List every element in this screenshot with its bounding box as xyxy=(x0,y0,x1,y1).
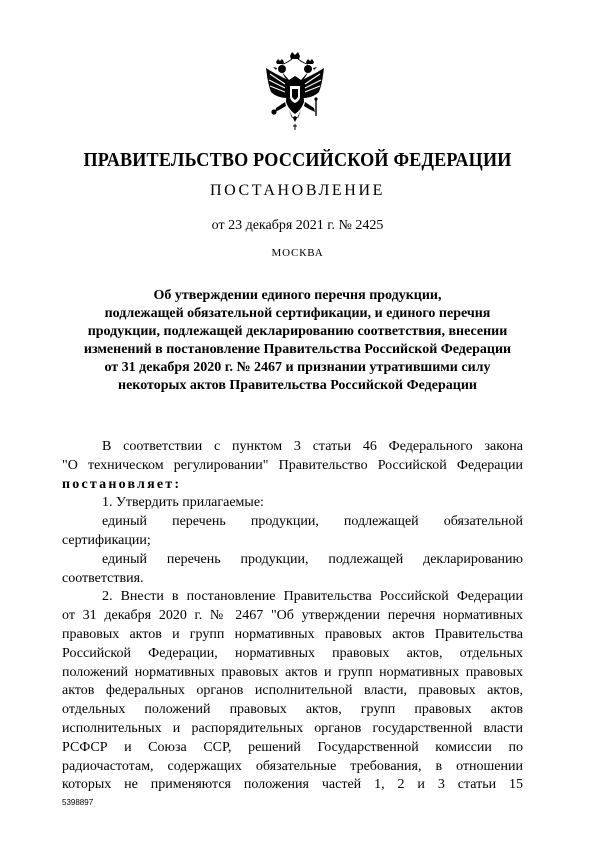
body-line: радиочастотам, содержащих обязательные требования, в отношении xyxy=(62,758,523,774)
body-line: "О техническом регулировании" Правительство Российской Федерации xyxy=(62,457,523,473)
body-line: Российской Федерации, нормативных правовых актов, отдельных xyxy=(62,645,523,661)
body-line: соответствия. xyxy=(62,570,144,586)
body-line: РСФСР и Союза ССР, решений Государственной комиссии по xyxy=(62,739,523,755)
body-line: единый перечень продукции, подлежащей обязательной xyxy=(102,514,523,530)
body-line: актов федеральных органов исполнительной власти, правовых актов, xyxy=(62,683,523,699)
body-line: отдельных положений правовых актов, групп правовых актов xyxy=(62,702,523,718)
body-line: сертификации; xyxy=(62,532,151,548)
document-type: ПОСТАНОВЛЕНИЕ xyxy=(210,182,385,199)
title-line: Об утверждении единого перечня продукции, xyxy=(153,288,442,303)
body-line: исполнительных и распорядительных органов государственной власти xyxy=(62,720,523,736)
title-line: некоторых актов Правительства Российской Федерации xyxy=(118,378,477,393)
body-line: положений нормативных правовых актов и групп нормативных правовых xyxy=(62,664,523,680)
city-name: МОСКВА xyxy=(271,247,324,259)
body-line: В соответствии с пунктом 3 статьи 46 Федерального закона xyxy=(102,439,523,454)
body-line: 1. Утвердить прилагаемые: xyxy=(102,495,264,511)
title-line: изменений в постановление Правительства Российской Федерации xyxy=(83,342,512,357)
body-line: правовых актов и групп нормативных правовых актов Правительства xyxy=(62,626,523,642)
body-line-resolves: постановляет: xyxy=(62,476,182,492)
body-line: единый перечень продукции, подлежащей декларированию xyxy=(102,551,523,567)
body-line: которых не применяются положения частей 1, 2 и 3 статьи 15 xyxy=(62,777,523,793)
russian-coat-of-arms-icon xyxy=(262,50,328,132)
coat-of-arms-emblem xyxy=(262,50,328,132)
document-title xyxy=(60,287,535,395)
body-line: от 31 декабря 2020 г. № 2467 "Об утверждении перечня нормативных xyxy=(62,608,523,624)
date-and-number: от 23 декабря 2021 г. № 2425 xyxy=(211,218,384,233)
organization-heading: ПРАВИТЕЛЬСТВО РОССИЙСКОЙ ФЕДЕРАЦИИ xyxy=(83,150,512,171)
title-line: подлежащей обязательной сертификации, и единого перечня xyxy=(104,306,491,321)
document-body xyxy=(62,438,523,795)
body-line: 2. Внести в постановление Правительства Российской Федерации xyxy=(102,589,523,605)
title-line: продукции, подлежащей декларированию соответствия, внесении xyxy=(87,324,508,339)
document-code: 5398897 xyxy=(62,798,94,807)
title-line: от 31 декабря 2020 г. № 2467 и признании утратившими силу xyxy=(104,360,491,375)
